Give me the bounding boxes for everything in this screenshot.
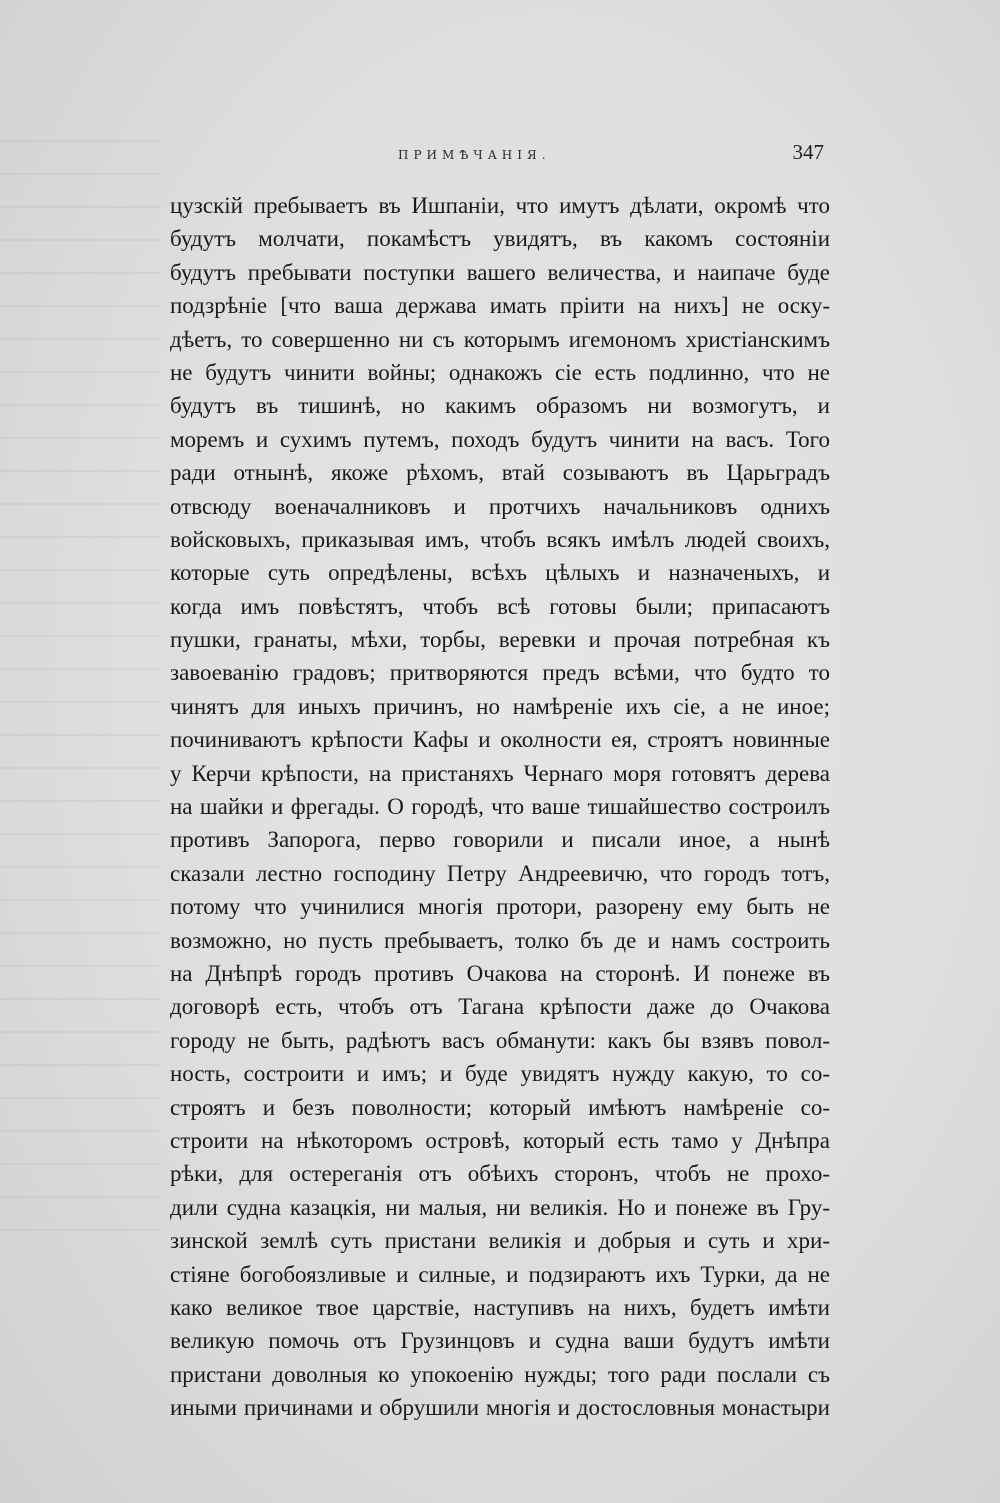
text-line: противъ Запорога, перво говорили и писали иное, а нынѣ bbox=[170, 827, 830, 853]
text-line: како великое твое царствіе, наступивъ на нихъ, будетъ имѣти bbox=[170, 1294, 830, 1320]
text-line: рѣки, для остереганія отъ обѣихъ сторонъ, чтобъ не прохо- bbox=[170, 1161, 830, 1187]
text-line: будутъ пребывати поступки вашего величества, и наипаче буде bbox=[170, 259, 830, 285]
text-line: строятъ и безъ поволности; который имѣютъ намѣреніе со- bbox=[170, 1094, 830, 1120]
page-header bbox=[168, 140, 828, 170]
text-line: дили судна казацкія, ни малыя, ни великія. Но и понеже въ Гру- bbox=[170, 1194, 830, 1220]
text-line: иными причинами и обрушили многія и достословныя монастыри bbox=[170, 1395, 830, 1421]
text-line: городу не быть, радѣютъ васъ обманути: какъ бы взявъ повол- bbox=[170, 1027, 830, 1053]
text-line: моремъ и сухимъ путемъ, походъ будутъ чинити на васъ. Того bbox=[170, 426, 830, 452]
text-line: великую помочь отъ Грузинцовъ и судна ваши будутъ имѣти bbox=[170, 1328, 830, 1354]
text-line: на Днѣпрѣ городъ противъ Очакова на сторонѣ. И понеже въ bbox=[170, 960, 830, 986]
text-line: возможно, но пусть пребываетъ, толко бъ де и намъ состроить bbox=[170, 927, 830, 953]
text-line: отвсюду военачалниковъ и протчихъ начальниковъ однихъ bbox=[170, 493, 830, 519]
text-line: дѣетъ, то совершенно ни съ которымъ игемономъ христіанскимъ bbox=[170, 326, 830, 352]
text-line: войсковыхъ, приказывая имъ, чтобъ всякъ имѣлъ людей своихъ, bbox=[170, 526, 830, 552]
text-line: подзрѣніе [что ваша держава имать пріити на нихъ] не оску- bbox=[170, 293, 830, 319]
text-line: на шайки и фрегады. О городѣ, что ваше тишайшество состроилъ bbox=[170, 794, 830, 820]
text-line: которые суть опредѣлены, всѣхъ цѣлыхъ и назначеныхъ, и bbox=[170, 560, 830, 586]
text-line: сказали лестно господину Петру Андреевичю, что городъ тотъ, bbox=[170, 860, 830, 886]
text-line: починиваютъ крѣпости Кафы и околности ея, строятъ новинные bbox=[170, 727, 830, 753]
text-line: не будутъ чинити войны; однакожъ сіе есть подлинно, что не bbox=[170, 359, 830, 385]
text-line: ность, состроити и имъ; и буде увидятъ нужду какую, то со- bbox=[170, 1061, 830, 1087]
text-line: будутъ молчати, покамѣстъ увидятъ, въ какомъ состояніи bbox=[170, 226, 830, 252]
show-through-shadow bbox=[0, 140, 160, 1240]
text-line: чинятъ для иныхъ причинъ, но намѣреніе ихъ сіе, а не иное; bbox=[170, 693, 830, 719]
text-line: строити на нѣкоторомъ островѣ, который есть тамо у Днѣпра bbox=[170, 1127, 830, 1153]
body-text bbox=[170, 189, 830, 1424]
text-line: когда имъ повѣстятъ, чтобъ всѣ готовы были; припасаютъ bbox=[170, 593, 830, 619]
text-line: договорѣ есть, чтобъ отъ Тагана крѣпости даже до Очакова bbox=[170, 994, 830, 1020]
page-number: 347 bbox=[792, 140, 824, 164]
text-line: стіяне богобоязливые и силные, и подзираютъ ихъ Турки, да не bbox=[170, 1261, 830, 1287]
text-line: зинской землѣ суть пристани великія и добрыя и суть и хри- bbox=[170, 1228, 830, 1254]
text-line: потому что учинилися многія протори, разорену ему быть не bbox=[170, 894, 830, 920]
text-line: ради отнынѣ, якоже рѣхомъ, втай созываютъ въ Царьградъ bbox=[170, 460, 830, 486]
text-line: цузскій пребываетъ въ Ишпаніи, что имутъ дѣлати, окромѣ что bbox=[170, 193, 830, 218]
text-line: пушки, гранаты, мѣхи, торбы, веревки и прочая потребная къ bbox=[170, 627, 830, 653]
text-line: пристани доволныя ко упокоенію нужды; того ради послали съ bbox=[170, 1361, 830, 1387]
text-line: завоеванію градовъ; притворяются предъ всѣми, что будто то bbox=[170, 660, 830, 686]
running-head: ПРИМѢЧАНІЯ. bbox=[398, 148, 551, 162]
text-line: у Керчи крѣпости, на пристаняхъ Чернаго моря готовятъ дерева bbox=[170, 760, 830, 786]
text-line: будутъ въ тишинѣ, но какимъ образомъ ни возмогутъ, и bbox=[170, 393, 830, 419]
